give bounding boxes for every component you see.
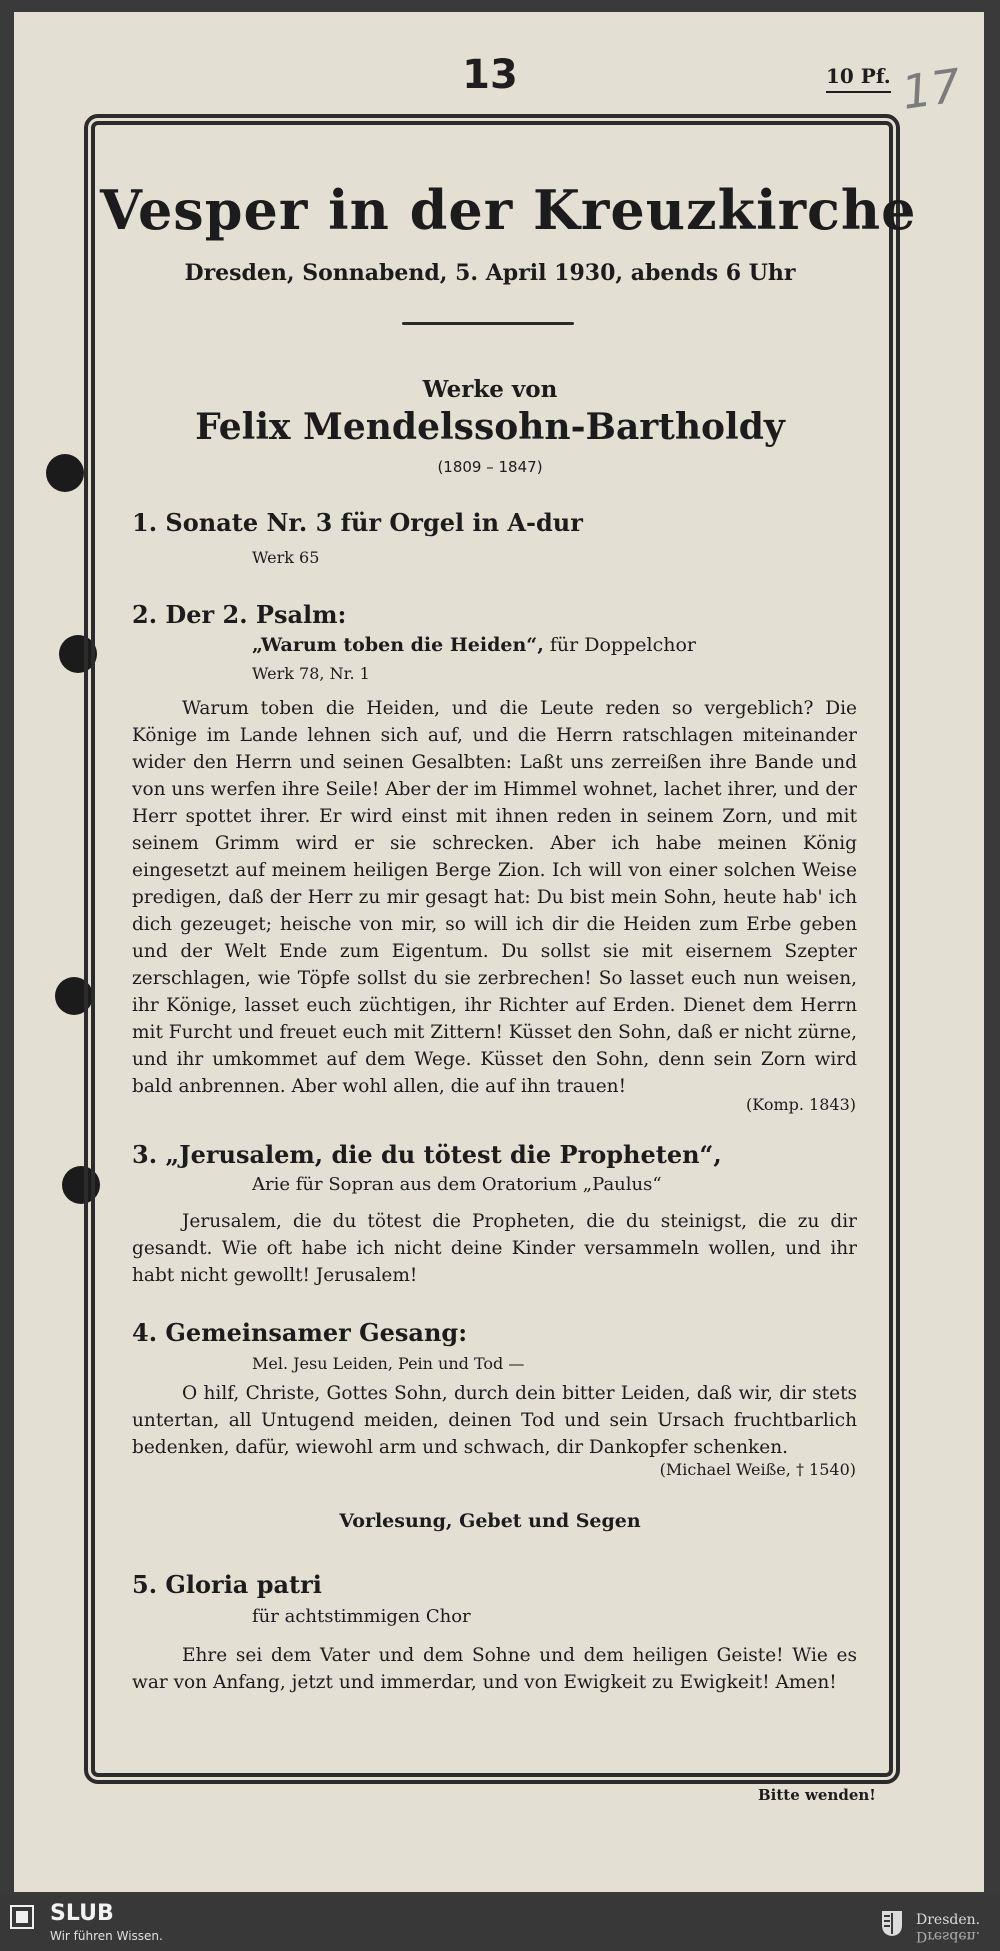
item-subtitle: Arie für Sopran aus dem Oratorium „Paulus“ [252, 1174, 662, 1195]
aria-text: Jerusalem, die du tötest die Propheten, die du steinigst, die zu dir gesandt. Wie oft habe ich nicht deine Kinder versammeln wollen, und ihr habt nicht gewollt! Jerusalem! [132, 1211, 857, 1286]
work-number: Werk 78, Nr. 1 [252, 664, 370, 683]
item-title: Sonate Nr. 3 für Orgel in A-dur [165, 508, 583, 537]
turn-over-note: Bitte wenden! [758, 1786, 876, 1804]
gloria-text: Ehre sei dem Vater und dem Sohne und dem heiligen Geiste! Wie es war von Anfang, jetzt und immerdar, und von Ewigkeit zu Ewigkeit! Amen! [132, 1645, 857, 1693]
works-by-label: Werke von [422, 376, 558, 403]
page-title: Vesper in der Kreuzkirche [100, 178, 917, 242]
item-title: Gemeinsamer Gesang: [165, 1318, 468, 1347]
program-item-heading [132, 1570, 322, 1599]
slub-logo-icon [10, 1905, 34, 1929]
handwritten-note: 17 [898, 58, 965, 120]
dresden-crest-icon [880, 1909, 904, 1937]
melody-note: Mel. Jesu Leiden, Pein und Tod — [252, 1354, 525, 1373]
composer-name: Felix Mendelssohn-Bartholdy [195, 406, 785, 448]
library-name[interactable]: SLUB [50, 1901, 114, 1926]
program-item-heading [132, 600, 346, 629]
hymn-text: O hilf, Christe, Gottes Sohn, durch dein bitter Leiden, daß wir, dir stets untertan, all Untugend meiden, deinen Tod und sein Ursach fruchtbarlich bedenken, dafür, wiewohl arm und schwach, dir Dankopfer schenken. [132, 1383, 857, 1458]
item-number: 5. [132, 1570, 158, 1599]
item-subtitle: für achtstimmigen Chor [252, 1606, 471, 1627]
item-number: 4. [132, 1318, 158, 1347]
item-title: „Jerusalem, die du tötest die Propheten“, [165, 1140, 722, 1169]
item-title: Der 2. Psalm: [165, 600, 347, 629]
item-number: 2. [132, 600, 158, 629]
program-item-heading [132, 1318, 467, 1347]
subtitle-rest: für Doppelchor [543, 634, 696, 656]
program-item-heading [132, 508, 583, 537]
item-subtitle [252, 634, 696, 656]
composer-years: (1809 – 1847) [437, 458, 543, 476]
partner-line: Dresden. [916, 1928, 981, 1944]
author-note: (Michael Weiße, † 1540) [659, 1460, 856, 1479]
event-details: Dresden, Sonnabend, 5. April 1930, abends 6 Uhr [184, 260, 796, 286]
item-number: 1. [132, 508, 158, 537]
psalm-text: Warum toben die Heiden, und die Leute reden so vergeblich? Die Könige im Lande lehnen sich auf, und die Herrn ratschlagen miteinander wider den Herrn und seinen Gesalbten: Laßt uns zerreißen ihre Bande und von uns werfen ihre Seile! Aber der im Himmel wohnet, lachet ihrer, und der Herr spottet ihrer. Er wird einst mit ihnen reden in seinem Zorn, und mit seinem Grimm wird er sie schrecken. Aber ich habe meinen König eingesetzt auf meinem heiligen Berge Zion. Ich will von einer solchen Weise predigen, daß der Herr zu mir gesagt hat: Du bist mein Sohn, heute hab' ich dich gezeuget; heische von mir, so will ich dir die Heiden zum Erbe geben und der Welt Ende zum Eigentum. Du sollst sie mit eisernem Szepter zerschlagen, wie Töpfe sollst du sie zerbrechen! So lasset euch nun weisen, ihr Könige, lasset euch züchtigen, ihr Richter auf Erden. Dienet dem Herrn mit Furcht und freuet euch mit Zittern! Küsset den Sohn, daß er nicht zürne, und ihr umkommet auf dem Wege. Küsset den Sohn, denn sein Zorn wird bald anbrennen. Aber wohl allen, die auf ihn trauen! [132, 698, 857, 1097]
library-tagline: Wir führen Wissen. [50, 1929, 163, 1943]
punch-hole [46, 454, 84, 492]
item-title: Gloria patri [165, 1570, 322, 1599]
partner-logo-text[interactable] [916, 1913, 980, 1943]
interlude: Vorlesung, Gebet und Segen [339, 1510, 641, 1532]
program-item-heading [132, 1140, 722, 1169]
item-number: 3. [132, 1140, 158, 1169]
subtitle-bold: „Warum toben die Heiden“, [252, 634, 544, 656]
divider [402, 322, 574, 325]
composition-note: (Komp. 1843) [746, 1095, 856, 1114]
work-number: Werk 65 [252, 548, 320, 567]
footer-bar [0, 1895, 1000, 1951]
partner-line: Dresden. [916, 1912, 981, 1928]
page-number: 13 [462, 52, 518, 98]
price-label: 10 Pf. [826, 64, 891, 93]
